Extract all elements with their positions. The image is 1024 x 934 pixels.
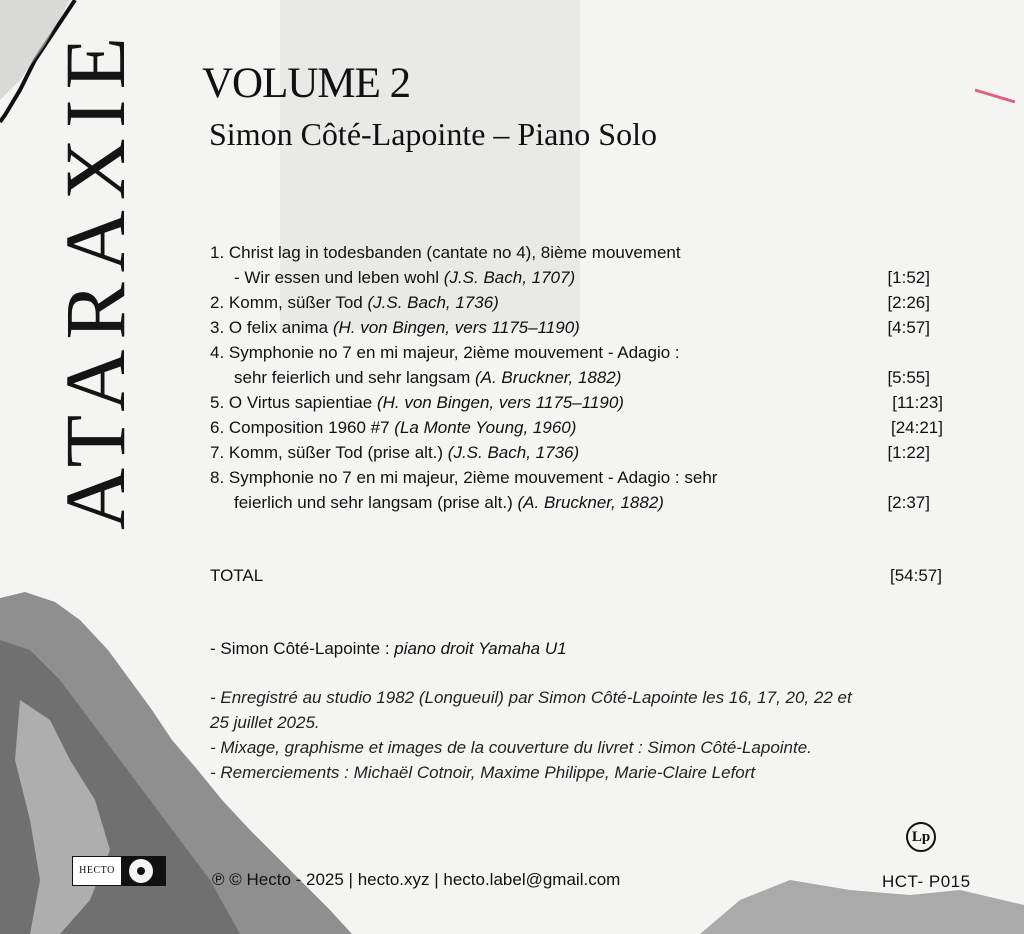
- track-duration: [4:57]: [887, 318, 930, 337]
- note-line: - Enregistré au studio 1982 (Longueuil) par Simon Côté-Lapointe les 16, 17, 20, 22 et: [210, 688, 852, 707]
- track-title-line2: [210, 265, 950, 290]
- note-line: 25 juillet 2025.: [210, 713, 320, 732]
- track-7: [210, 440, 950, 465]
- track-2: [210, 290, 950, 315]
- track-title-line1: 8. Symphonie no 7 en mi majeur, 2ième mouvement - Adagio : sehr: [210, 468, 718, 487]
- total-label: TOTAL: [210, 566, 264, 585]
- track-composer: (J.S. Bach, 1736): [367, 293, 499, 312]
- track-5: [210, 390, 950, 415]
- track-line: [210, 440, 950, 465]
- track-4: [210, 340, 950, 390]
- note-line: - Remerciements : Michaël Cotnoir, Maxime Philippe, Marie-Claire Lefort: [210, 763, 756, 782]
- track-title: 6. Composition 1960 #7: [210, 418, 390, 437]
- track-line: [210, 315, 950, 340]
- track-8: [210, 465, 950, 515]
- track-duration: [5:55]: [887, 368, 930, 387]
- track-composer: (A. Bruckner, 1882): [517, 493, 664, 512]
- track-duration: [2:37]: [887, 493, 930, 512]
- credit-prefix: - Simon Côté-Lapointe :: [210, 639, 395, 658]
- track-note: (prise alt.): [367, 443, 444, 462]
- track-composer: (J.S. Bach, 1707): [443, 268, 576, 287]
- track-6: [210, 415, 950, 440]
- credit-instrument: piano droit Yamaha U1: [394, 639, 567, 658]
- track-duration: [11:23]: [892, 393, 943, 412]
- bottom-right-texture: [700, 880, 1024, 934]
- track-title: 2. Komm, süßer Tod: [210, 293, 363, 312]
- volume-title: VOLUME 2: [202, 60, 411, 107]
- total-row: [210, 563, 942, 588]
- catalog-number: HCT- P015: [882, 872, 971, 891]
- track-duration: [1:52]: [887, 268, 930, 287]
- track-composer: (J.S. Bach, 1736): [447, 443, 580, 462]
- track-title: sehr feierlich und sehr langsam: [234, 368, 471, 387]
- track-duration: [1:22]: [887, 443, 930, 462]
- album-spine-title: ATARAXIE: [47, 26, 143, 530]
- album-subtitle: Simon Côté-Lapointe – Piano Solo: [209, 116, 657, 152]
- track-title-line1: 4. Symphonie no 7 en mi majeur, 2ième mouvement - Adagio :: [210, 343, 680, 362]
- track-composer: (La Monte Young, 1960): [394, 418, 577, 437]
- track-duration: [24:21]: [891, 418, 943, 437]
- hecto-logo-text: HECTO: [72, 856, 122, 886]
- disc-icon: [121, 856, 166, 886]
- track-line: [210, 390, 950, 415]
- note-line: - Mixage, graphisme et images de la couverture du livret : Simon Côté-Lapointe.: [210, 738, 812, 757]
- track-duration: [2:26]: [887, 293, 930, 312]
- track-title: 7. Komm, süßer Tod: [210, 443, 363, 462]
- track-composer: (H. von Bingen, vers 1175–1190): [376, 393, 624, 412]
- total-duration: [54:57]: [890, 566, 942, 585]
- copyright-line: ℗ © Hecto - 2025 | hecto.xyz | hecto.label@gmail.com: [212, 870, 621, 889]
- track-line: [210, 415, 950, 440]
- hecto-logo: [72, 856, 166, 888]
- track-title-line1: 1. Christ lag in todesbanden (cantate no 4), 8ième mouvement: [210, 243, 681, 262]
- track-title-line2: [210, 490, 950, 515]
- track-title: - Wir essen und leben wohl: [234, 268, 440, 287]
- track-title: 3. O felix anima: [210, 318, 329, 337]
- track-composer: (H. von Bingen, vers 1175–1190): [332, 318, 580, 337]
- lp-icon: Lp: [906, 822, 936, 852]
- track-title: 5. O Virtus sapientiae: [210, 393, 373, 412]
- performer-credit: [210, 636, 567, 661]
- track-composer: (A. Bruckner, 1882): [474, 368, 622, 387]
- red-scratch: [975, 90, 1015, 102]
- track-1: [210, 240, 950, 290]
- track-title-line2: [210, 365, 950, 390]
- track-note: (prise alt.): [437, 493, 513, 512]
- production-notes: [210, 685, 990, 785]
- track-line: [210, 290, 950, 315]
- hecto-logo-disc: [121, 856, 166, 886]
- track-title: feierlich und sehr langsam: [234, 493, 433, 512]
- track-3: [210, 315, 950, 340]
- tracklist: [210, 240, 950, 515]
